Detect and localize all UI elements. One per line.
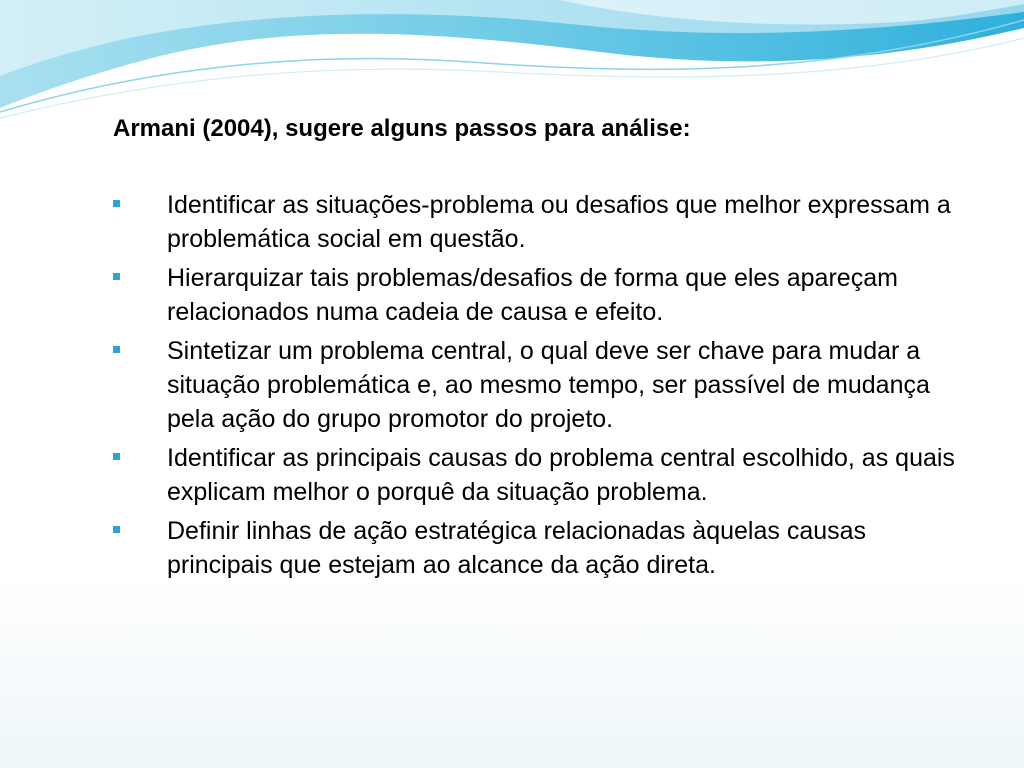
square-bullet-icon (113, 346, 120, 353)
square-bullet-icon (113, 526, 120, 533)
bullet-item (113, 514, 957, 582)
bullet-text: Definir linhas de ação estratégica relacionadas àquelas causas principais que estejam ao alcance da ação direta. (167, 517, 867, 579)
bullet-text: Identificar as principais causas do problema central escolhido, as quais explicam melhor o porquê da situação problema. (167, 444, 955, 506)
bullet-item (113, 261, 957, 329)
wave-decoration (0, 0, 1024, 130)
bullet-text: Sintetizar um problema central, o qual deve ser chave para mudar a situação problemática e, ao mesmo tempo, ser passível de mudança pela ação do grupo promotor do projeto. (167, 337, 930, 433)
bullet-item (113, 441, 957, 509)
bullet-text: Identificar as situações-problema ou desafios que melhor expressam a problemática social em questão. (167, 191, 951, 253)
square-bullet-icon (113, 200, 120, 207)
bullet-list (113, 188, 973, 582)
slide-heading: Armani (2004), sugere alguns passos para análise: (113, 115, 691, 142)
square-bullet-icon (113, 453, 120, 460)
square-bullet-icon (113, 273, 120, 280)
bullet-item (113, 188, 957, 256)
slide-content (113, 112, 973, 587)
bullet-text: Hierarquizar tais problemas/desafios de forma que eles apareçam relacionados numa cadeia de causa e efeito. (167, 264, 898, 326)
bullet-item (113, 334, 957, 436)
